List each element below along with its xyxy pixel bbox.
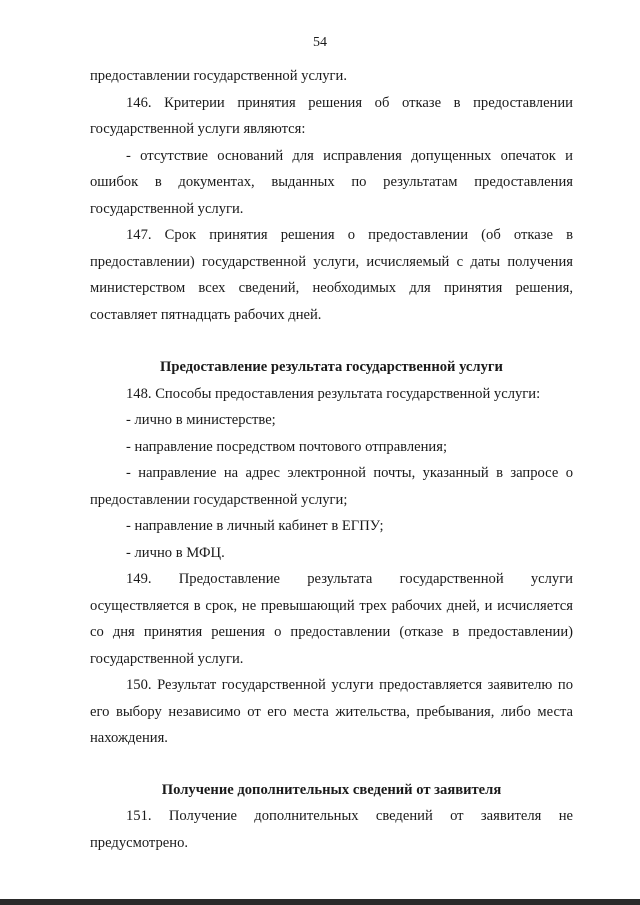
list-item-148: - лично в министерстве; (126, 412, 276, 428)
list-item-148: - направление в личный кабинет в ЕГПУ; (126, 518, 384, 534)
paragraph-147: 147. Срок принятия решения о предоставлении (об отказе в предоставлении) государственной услуги, исчисляемый с даты получения министерством всех сведений, необходимых для принятия решения, составляет пятнадцать рабочих дней. (90, 227, 573, 323)
paragraph-146: 146. Критерии принятия решения об отказе в предоставлении государственной услуги являются: (90, 94, 573, 137)
list-item-148: - лично в МФЦ. (126, 544, 225, 561)
paragraph-continuation: предоставлении государственной услуги. (90, 68, 347, 84)
paragraph-146-item: - отсутствие оснований для исправления допущенных опечаток и ошибок в документах, выданных по результатам предоставления государственной услуги. (90, 147, 573, 217)
paragraph-148: 148. Способы предоставления результата государственной услуги: (126, 385, 541, 402)
list-item-148: - направление на адрес электронной почты, указанный в запросе о предоставлении государственной услуги; (90, 465, 573, 508)
list-item-148: - направление посредством почтового отправления; (126, 438, 448, 455)
document-body (90, 63, 573, 856)
paragraph-149: 149. Предоставление результата государственной услуги осуществляется в срок, не превышающий трех рабочих дней, и исчисляется со дня принятия решения о предоставлении (отказе в предоставлении) государственной услуги. (90, 571, 573, 667)
section-heading-additional-info: Получение дополнительных сведений от заявителя (161, 781, 502, 798)
paragraph-150: 150. Результат государственной услуги предоставляется заявителю по его выбору независимо от его места жительства, пребывания, либо места нахождения. (90, 677, 573, 746)
page-bottom-edge (0, 899, 640, 905)
section-heading-result: Предоставление результата государственной услуги (160, 359, 503, 375)
paragraph-151: 151. Получение дополнительных сведений от заявителя не предусмотрено. (90, 808, 573, 851)
page-number: 54 (313, 35, 327, 50)
